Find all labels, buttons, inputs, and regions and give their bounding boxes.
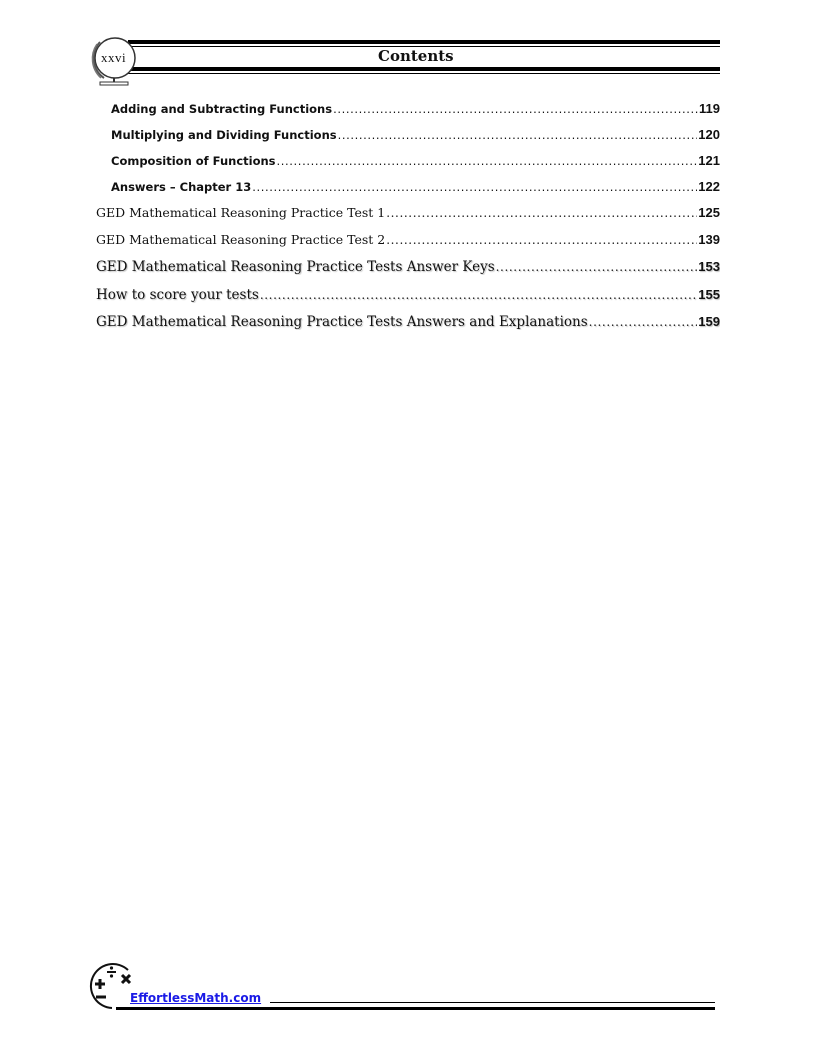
toc-entry-page: 121 bbox=[698, 153, 720, 168]
header-rule-thick-top bbox=[128, 40, 720, 44]
page-number: xxvi bbox=[101, 50, 127, 65]
toc-entry-label: GED Mathematical Reasoning Practice Tests Answer Keys bbox=[96, 259, 495, 275]
toc-entry-page: 139 bbox=[698, 232, 720, 247]
toc-entry-label: GED Mathematical Reasoning Practice Test 1 bbox=[96, 205, 386, 220]
toc-entry-label: Composition of Functions bbox=[111, 154, 276, 168]
toc-entry-label: Answers – Chapter 13 bbox=[111, 180, 252, 194]
toc-entry-label: How to score your tests bbox=[96, 287, 259, 303]
toc-entry[interactable] bbox=[111, 153, 720, 168]
footer-rule-thick bbox=[116, 1007, 715, 1010]
toc-leader-dots bbox=[333, 102, 698, 116]
toc-entry[interactable] bbox=[96, 232, 720, 247]
toc-entry-page: 153 bbox=[698, 259, 720, 274]
toc-entry[interactable] bbox=[96, 287, 720, 303]
toc-entry[interactable] bbox=[96, 314, 720, 330]
toc-entry-page: 125 bbox=[698, 205, 720, 220]
toc-entry[interactable] bbox=[111, 127, 720, 142]
toc-entry-label: Multiplying and Dividing Functions bbox=[111, 128, 337, 142]
toc-entry-page: 155 bbox=[698, 287, 720, 302]
toc-entry[interactable] bbox=[111, 179, 720, 194]
toc-leader-dots bbox=[277, 154, 698, 168]
toc-entry-page: 119 bbox=[699, 101, 720, 116]
toc-entry-label: Adding and Subtracting Functions bbox=[111, 102, 333, 116]
toc-leader-dots bbox=[260, 287, 697, 303]
toc-entry-page: 120 bbox=[698, 127, 720, 142]
toc-leader-dots bbox=[386, 232, 697, 247]
toc-entry-label: GED Mathematical Reasoning Practice Tests Answers and Explanations bbox=[96, 314, 588, 330]
toc-entry-label: GED Mathematical Reasoning Practice Test 2 bbox=[96, 232, 386, 247]
toc-entry-page: 122 bbox=[698, 179, 720, 194]
toc-leader-dots bbox=[589, 314, 698, 330]
toc-leader-dots bbox=[496, 259, 698, 275]
effortlessmath-link[interactable]: EffortlessMath.com bbox=[130, 991, 262, 1005]
toc-entry[interactable] bbox=[96, 205, 720, 220]
footer-rule-thin bbox=[270, 1002, 715, 1003]
header-rule-thin-bottom bbox=[128, 73, 720, 74]
toc-leader-dots bbox=[252, 180, 697, 194]
toc-entry[interactable] bbox=[111, 101, 720, 116]
toc-entry[interactable] bbox=[96, 259, 720, 275]
toc-entry-page: 159 bbox=[698, 314, 720, 329]
toc-leader-dots bbox=[386, 205, 697, 220]
page-title: Contents bbox=[378, 47, 454, 65]
header-rule-thick-bottom bbox=[128, 67, 720, 71]
toc-leader-dots bbox=[338, 128, 698, 142]
